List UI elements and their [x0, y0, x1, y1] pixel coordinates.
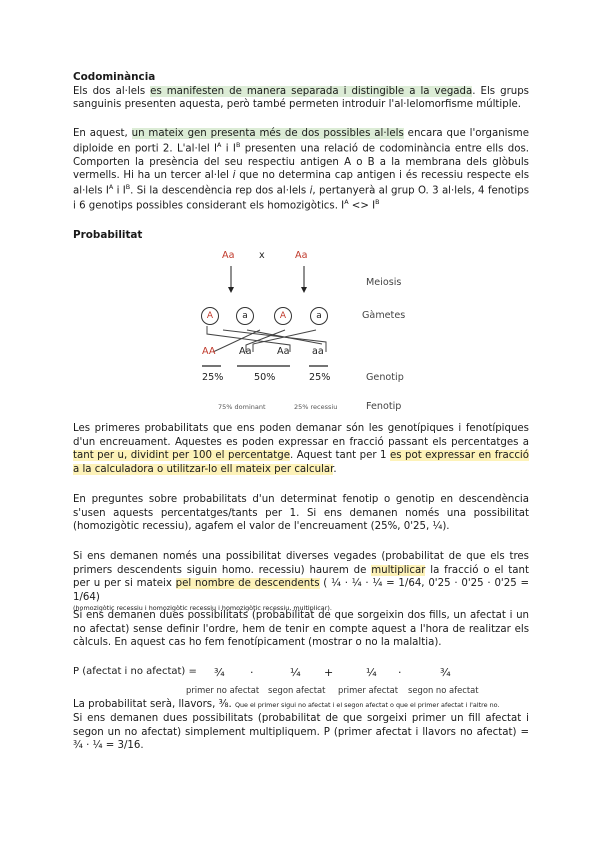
paragraph: [73, 550, 529, 612]
superscript: B: [235, 140, 241, 149]
text-run: Les primeres probabilitats que ens poden demanar són les genotípiques i fenotípiques d'un encreuament. Aquestes es poden expressar en fracció passant els percentatges a: [73, 423, 529, 448]
percent-value: 25%: [202, 372, 224, 383]
fenotip-label: Fenotip: [366, 401, 402, 412]
formula-term: ¾: [440, 666, 451, 679]
text-run: Els dos al·lels: [73, 85, 151, 97]
text-run: La probabilitat serà, llavors, ⅜.: [73, 699, 235, 710]
paragraph: [73, 422, 529, 476]
text-run: presenten una relació de codominància entre ells dos. Comporten la presència del seu respectiu antigen A o B a la membrana dels glòbuls vermells. Hi ha un tercer al·lel: [73, 142, 530, 182]
text-run: . Aquest tant per 1: [289, 450, 390, 462]
italic-run: i: [232, 170, 236, 182]
parent-genotype: Aa: [222, 250, 235, 261]
text-run: <> I: [348, 200, 376, 212]
percent-value: 25%: [309, 372, 331, 383]
highlight-yellow: multiplicar: [371, 564, 426, 576]
fenotip-value: 25% recessiu: [294, 403, 338, 411]
italic-run: i: [309, 185, 313, 197]
paragraph: En preguntes sobre probabilitats d'un determinat fenotip o genotip en descendència s'usen aquests percentatges/tants per 1. Si ens demanen només una possibilitat (homozigòtic recessiu), agafem el valor de l'encreuament (25%, 0'25, ¼).: [73, 494, 529, 533]
formula-term: ¼: [290, 666, 301, 679]
gamete-circle: a: [236, 307, 254, 325]
formula-term: ¾: [214, 666, 225, 679]
genotip-label: Genotip: [366, 372, 404, 383]
superscript: B: [125, 182, 131, 191]
highlight-yellow: pel nombre de descendents: [175, 578, 320, 590]
text-run: encara que l'organisme diploide en porti 2. L'al·lel I: [73, 128, 529, 154]
percent-value: 50%: [254, 372, 276, 383]
highlight-green: un mateix gen presenta més de dos possibles al·lels: [131, 128, 404, 139]
offspring-genotype: Aa: [239, 346, 252, 357]
paragraph: [73, 698, 529, 712]
small-note: Que el primer sigui no afectat i el segon afectat o que el primer afectat i l'altre no.: [234, 701, 500, 709]
text-run: , pertanyerà al grup O. 3 al·lels, 4 fenotips i 6 genotips possibles considerant els homozigòtics. I: [73, 185, 530, 212]
parent-genotype: Aa: [295, 250, 308, 261]
offspring-genotype: aa: [312, 346, 324, 357]
text-run: la fracció o el tant per u per si mateix: [73, 564, 529, 590]
formula-caption: primer no afectat: [186, 685, 260, 695]
highlight-yellow: tant per u, dividint per 100 el percentatge: [73, 450, 290, 462]
offspring-genotype: AA: [202, 346, 216, 357]
gamete-circle: a: [310, 307, 328, 325]
text-run: . Si la descendència rep dos al·lels: [130, 185, 310, 197]
text-run: que no determina cap antigen i és recessiu respecte els al·lels I: [73, 170, 530, 197]
paragraph: Si ens demanen dues possibilitats (probabilitat de que sorgeixin dos fills, un afectat i un no afectat) sense definir l'ordre, hem de tenir en compte aquest a l'hora de realitzar els càlculs. En aquest cas ho fem fenotípicament (mostrar o no la malaltia).: [73, 610, 529, 649]
text-run: ( ¼ · ¼ · ¼ = 1/64, 0'25 · 0'25 · 0'25 = 1/64): [73, 578, 530, 603]
text-run: .: [333, 463, 337, 475]
text-run: i I: [113, 185, 126, 197]
formula-caption: segon no afectat: [408, 685, 479, 695]
highlight-green: es manifesten de manera separada i distingible a la vegada: [150, 85, 473, 97]
meiosis-label: Meiosis: [366, 277, 402, 288]
text-run: En aquest,: [73, 128, 132, 139]
text-run: Si ens demanen només una possibilitat diverses vegades (probabilitat de que els tres primers descendents siguin homo. recessiu) haurem de: [73, 551, 529, 576]
gamete-circle: A: [274, 307, 292, 325]
offspring-genotype: Aa: [277, 346, 290, 357]
text-run: . Els grups sanguinis presenten aquesta, però també permeten introduir l'al·lelomorfisme múltiple.: [73, 85, 529, 111]
superscript: A: [108, 182, 114, 191]
formula-lhs: P (afectat i no afectat) =: [73, 666, 197, 677]
formula-operator: ·: [398, 666, 402, 679]
paragraph: Si ens demanen dues possibilitats (probabilitat de que sorgeixi primer un fill afectat i segon un no afectat) simplement multipliquem. P (primer afectat i llavors no afectat) = ¾ · ¼ = 3/16.: [73, 713, 529, 752]
gametes-label: Gàmetes: [362, 310, 406, 321]
section-heading: Codominància: [73, 71, 156, 83]
superscript: B: [375, 197, 380, 206]
small-note: (homozigòtic recessiu i homozigòtic recessiu i homozigòtic recessiu, multiplicar).: [73, 604, 332, 613]
formula-operator: +: [324, 666, 334, 679]
section-heading: Probabilitat: [73, 229, 143, 241]
cross-line: [247, 330, 322, 344]
formula-caption: segon afectat: [268, 685, 326, 695]
diagram-lines: [0, 0, 600, 420]
arrow-head: [228, 287, 234, 293]
formula-term: ¼: [366, 666, 377, 679]
formula-operator: ·: [250, 666, 254, 679]
fenotip-value: 75% dominant: [218, 403, 266, 411]
arrow-head: [301, 287, 307, 293]
superscript: A: [344, 197, 349, 206]
cross-symbol: x: [259, 250, 265, 261]
text-run: i I: [221, 142, 236, 154]
highlight-yellow: es pot expressar en fracció a la calculadora o utilitzar-lo ell mateix per calcular: [73, 450, 529, 475]
gamete-circle: A: [201, 307, 219, 325]
formula-caption: primer afectat: [338, 685, 399, 695]
superscript: A: [217, 140, 222, 149]
